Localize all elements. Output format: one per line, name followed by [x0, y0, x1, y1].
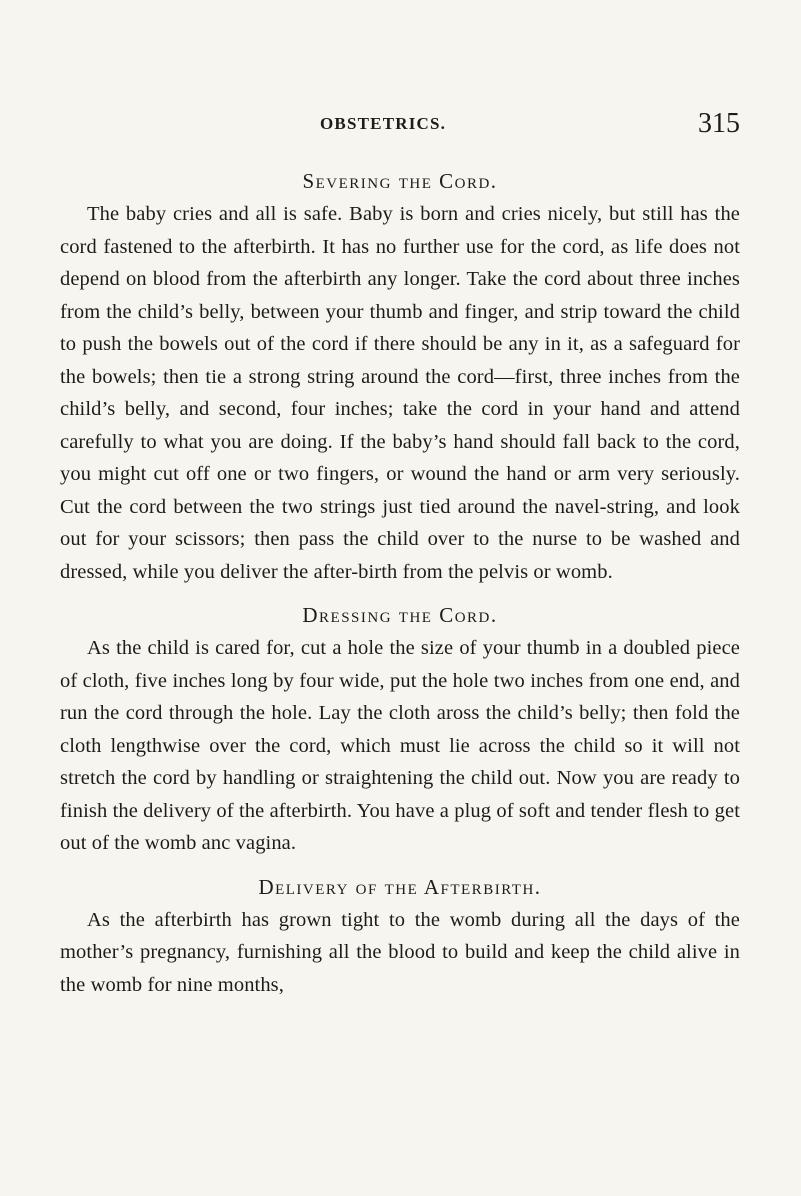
section-heading-afterbirth: Delivery of the Afterbirth. [258, 874, 542, 899]
running-title: OBSTETRICS. [320, 114, 447, 133]
page-number: 315 [698, 108, 740, 139]
section-heading-severing: Severing the Cord. [302, 169, 498, 193]
section-heading-dressing: Dressing the Cord. [302, 603, 498, 627]
section-paragraph-dressing: As the child is cared for, cut a hole the size of your thumb in a doubled piece of cloth, five inches long by four wide, put the hole two inches from one end, and run the cord through the hole. Lay the cloth aross the child’s belly; then fold the cloth lengthwise over the cord, which must lie across the child so it will not stretch the cord by handling or straightening the child out. Now you are ready to finish the delivery of the afterbirth. You have a plug of soft and tender flesh to get out of the womb anc vagina. [60, 637, 740, 854]
section-paragraph-severing: The baby cries and all is safe. Baby is born and cries nicely, but still has the cord fastened to the afterbirth. It has no further use for the cord, as life does not depend on blood from the afterbirth any longer. Take the cord about three inches from the child’s belly, between your thumb and finger, and strip toward the child to push the bowels out of the cord if there should be any in it, as a safeguard for the bowels; then tie a strong string around the cord—first, three inches from the child’s belly, and second, four inches; take the cord in your hand and attend carefully to what you are doing. If the baby’s hand should fall back to the cord, you might cut off one or two fingers, or wound the hand or arm very seriously. Cut the cord between the two strings just tied around the navel-string, and look out for your scissors; then pass the child over to the nurse to be washed and dressed, while you deliver the after-birth from the pelvis or womb. [60, 203, 740, 583]
page-body [60, 164, 740, 1001]
running-head [60, 108, 740, 144]
section-paragraph-afterbirth: As the afterbirth has grown tight to the womb during all the days of the mother’s pregnancy, furnishing all the blood to build and keep the child alive in the womb for nine months, [60, 908, 740, 996]
